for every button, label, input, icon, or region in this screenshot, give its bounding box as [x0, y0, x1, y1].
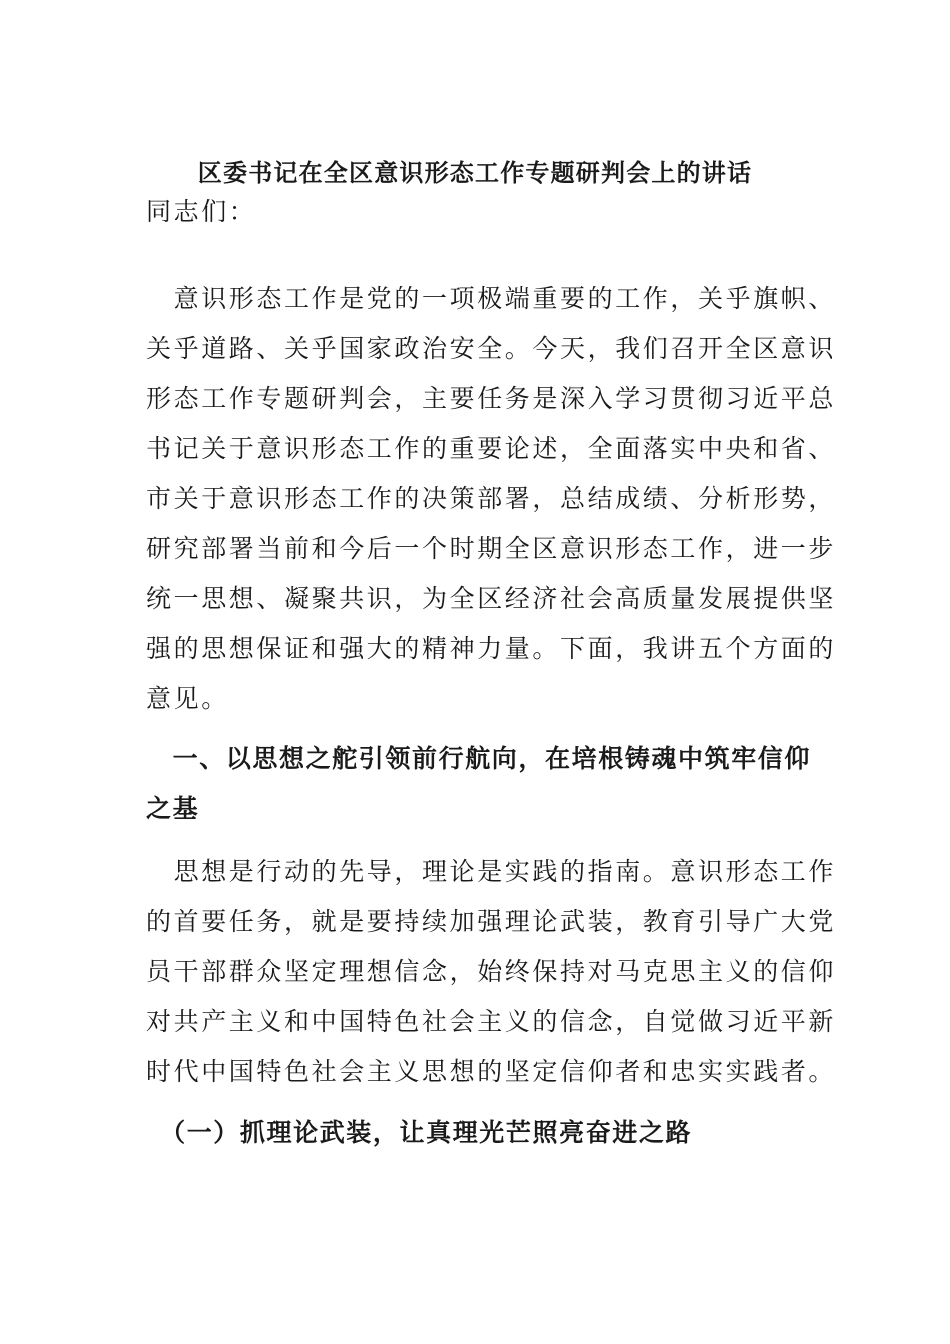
section-heading-line: 一、以思想之舵引领前行航向，在培根铸魂中筑牢信仰: [146, 744, 812, 773]
document-title: 区委书记在全区意识形态工作专题研判会上的讲话: [197, 159, 753, 187]
paragraph-line: 形态工作专题研判会，主要任务是深入学习贯彻习近平总: [146, 384, 837, 413]
paragraph-line: 强的思想保证和强大的精神力量。下面，我讲五个方面的: [146, 634, 837, 663]
paragraph-line: 书记关于意识形态工作的重要论述，全面落实中央和省、: [146, 434, 837, 463]
paragraph-line: 关乎道路、关乎国家政治安全。今天，我们召开全区意识: [146, 334, 837, 363]
paragraph-line: 时代中国特色社会主义思想的坚定信仰者和忠实实践者。: [146, 1057, 837, 1086]
paragraph-line: 意识形态工作是党的一项极端重要的工作，关乎旗帜、: [146, 284, 837, 313]
paragraph-line: 对共产主义和中国特色社会主义的信念，自觉做习近平新: [146, 1007, 837, 1036]
salutation: 同志们：: [146, 197, 257, 226]
paragraph-line: 思想是行动的先导，理论是实践的指南。意识形态工作: [146, 857, 837, 886]
paragraph-line: 意见。: [146, 684, 229, 713]
subsection-1-heading: （一）抓理论武装，让真理光芒照亮奋进之路: [146, 1118, 693, 1147]
paragraph-line: 市关于意识形态工作的决策部署，总结成绩、分析形势，: [146, 484, 837, 513]
paragraph-line: 研究部署当前和今后一个时期全区意识形态工作，进一步: [146, 534, 837, 563]
paragraph-line: 统一思想、凝聚共识，为全区经济社会高质量发展提供坚: [146, 584, 837, 613]
paragraph-line: 的首要任务，就是要持续加强理论武装，教育引导广大党: [146, 907, 837, 936]
section-heading-line: 之基: [146, 794, 200, 823]
paragraph-line: 员干部群众坚定理想信念，始终保持对马克思主义的信仰: [146, 957, 837, 986]
